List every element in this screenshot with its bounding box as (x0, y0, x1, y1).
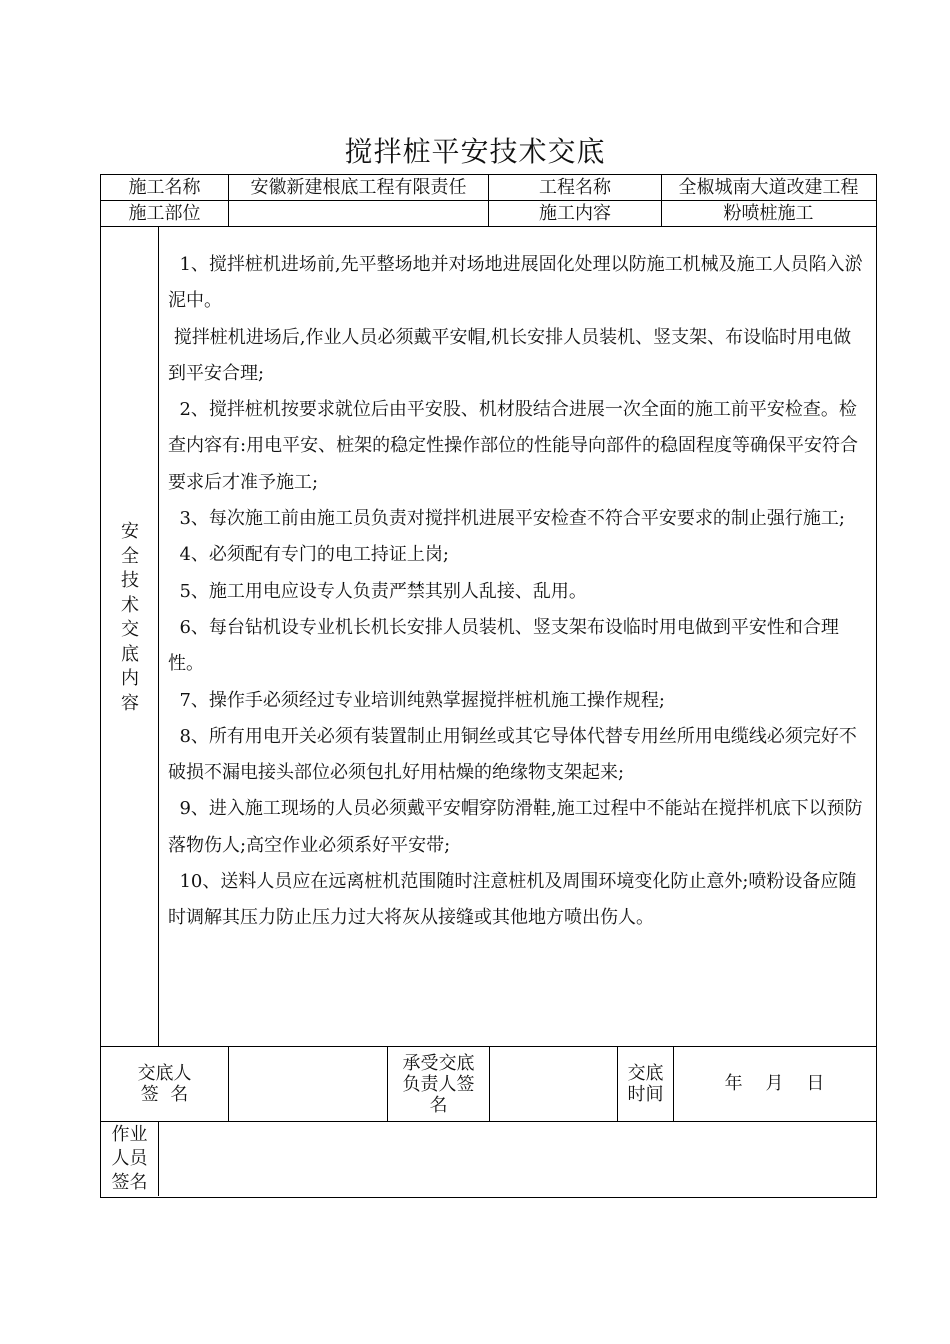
paragraph: 搅拌桩机进场后,作业人员必须戴平安帽,机长安排人员装机、竖支架、布设临时用电做到平安合理; (168, 326, 852, 384)
project-name-value: 全椒城南大道改建工程 (678, 176, 859, 198)
section-label-char: 容 (121, 692, 139, 714)
workers-label-line: 作业 (111, 1124, 148, 1145)
section-label-char: 术 (121, 594, 139, 616)
section-label-char: 全 (121, 545, 139, 567)
workers-signature-label (101, 1122, 158, 1196)
paragraph: 1、搅拌桩机进场前,先平整场地并对场地进展固化处理以防施工机械及施工人员陷入淤泥中。 (168, 254, 863, 312)
workers-label-line: 签名 (111, 1172, 148, 1193)
paragraph: 3、每次施工前由施工员负责对搅拌机进展平安检查不符合平安要求的制止强行施工; (168, 508, 845, 530)
time-label-line: 时间 (627, 1084, 664, 1105)
receiver-label-line: 名 (429, 1094, 448, 1116)
paragraph: 4、必须配有专门的电工持证上岗; (168, 544, 449, 566)
discloser-signature-label (101, 1047, 228, 1121)
row-divider (100, 226, 876, 227)
paragraph: 2、搅拌桩机按要求就位后由平安股、机材股结合进展一次全面的施工前平安检查。检查内容有:用电平安、桩架的稳定性操作部位的性能导向部件的稳固程度等确保平安符合要求后才准予施工; (168, 399, 859, 493)
safety-content (168, 247, 868, 937)
receiver-signature-label (388, 1047, 489, 1121)
construction-content-value: 粉喷桩施工 (723, 202, 814, 224)
paragraph: 9、进入施工现场的人员必须戴平安帽穿防滑鞋,施工过程中不能站在搅拌机底下以预防落物伤人;高空作业必须系好平安带; (168, 798, 863, 856)
construction-part-label: 施工部位 (128, 202, 201, 224)
paragraph: 8、所有用电开关必须有装置制止用铜丝或其它导体代替专用丝所用电缆线必须完好不破损不漏电接头部位必须包扎好用枯燥的绝缘物支架起来; (168, 725, 857, 784)
discloser-label-line: 签 名 (140, 1084, 189, 1105)
discloser-signature-field[interactable] (229, 1047, 387, 1121)
paragraph: 5、施工用电应设专人负责严禁其别人乱接、乱用。 (168, 580, 587, 602)
receiver-signature-field[interactable] (490, 1047, 617, 1121)
paragraph: 6、每台钻机设专业机长机长安排人员装机、竖支架布设临时用电做到平安性和合理性。 (168, 616, 839, 675)
construction-name-label: 施工名称 (128, 176, 201, 198)
section-label-char: 内 (121, 668, 139, 689)
receiver-label-line: 负责人签 (402, 1073, 475, 1095)
safety-section-label (101, 520, 159, 716)
discloser-label-line: 交底人 (137, 1063, 192, 1084)
construction-part-value (229, 201, 488, 226)
section-label-char: 技 (121, 570, 139, 591)
receiver-label-line: 承受交底 (402, 1052, 475, 1074)
section-label-char: 安 (121, 521, 139, 542)
project-name-label: 工程名称 (539, 176, 611, 198)
disclosure-date-field[interactable] (674, 1047, 875, 1121)
construction-name-value: 安徽新建根底工程有限责任 (250, 176, 467, 198)
paragraph: 7、操作手必须经过专业培训纯熟掌握搅拌桩机施工操作规程; (168, 689, 665, 711)
date-text: 年 月 日 (724, 1073, 825, 1094)
time-label-line: 交底 (627, 1063, 664, 1084)
section-label-char: 底 (121, 643, 139, 665)
workers-label-line: 人员 (111, 1148, 148, 1169)
section-label-char: 交 (121, 619, 139, 640)
disclosure-time-label (618, 1047, 673, 1121)
document-title: 搅拌桩平安技术交底 (344, 135, 606, 168)
paragraph: 10、送料人员应在远离桩机范围随时注意桩机及周围环境变化防止意外;喷粉设备应随时调解其压力防止压力过大将灰从接缝或其他地方喷出伤人。 (168, 871, 857, 929)
workers-signature-field[interactable] (159, 1122, 875, 1196)
construction-content-label: 施工内容 (539, 202, 611, 224)
